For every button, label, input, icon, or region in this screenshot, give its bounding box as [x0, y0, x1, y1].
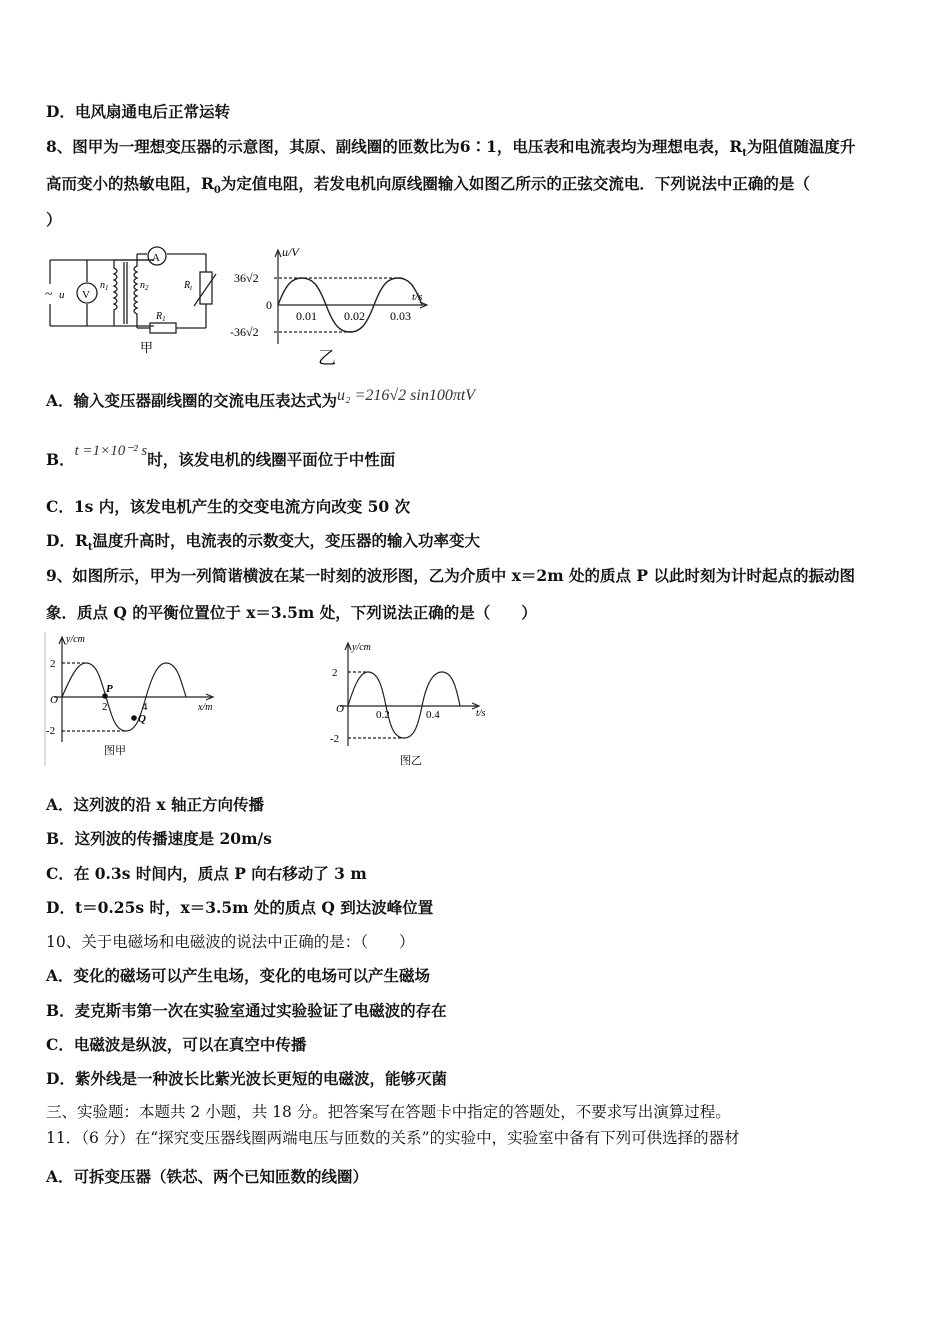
y-neg-tick: -36√2: [230, 325, 259, 339]
q9-option-d: D．t＝0.25s 时，x＝3.5m 处的质点 Q 到达波峰位置: [46, 898, 434, 917]
q8-option-c: C．1s 内，该发电机产生的交变电流方向改变 50 次: [46, 497, 411, 516]
r1-label: $R_1$: [156, 311, 166, 323]
vib-y-label: y/cm: [352, 642, 371, 653]
q11-stem: 11．（6 分）在“探究变压器线圈两端电压与匝数的关系”的实验中，实验室中备有下列可供选择的器材: [46, 1129, 740, 1147]
vib-x-tick-1: 0.2: [376, 709, 390, 721]
x-axis-label: t/s: [412, 291, 423, 303]
q8-option-b: B．t =1×10⁻² s时，该发电机的线圈平面位于中性面: [46, 443, 396, 469]
point-p-label: P: [106, 683, 113, 695]
figure-yi-caption: 乙: [318, 348, 336, 368]
n1-label: $n_1$: [100, 280, 109, 292]
q9-option-a: A．这列波的沿 x 轴正方向传播: [46, 795, 265, 814]
q8-option-a: A．输入变压器副线圈的交流电压表达式为u₂ =216√2 sin100πtV: [46, 387, 476, 410]
vib-x-label: t/s: [476, 708, 486, 719]
wave-y-label: y/cm: [66, 634, 85, 645]
vib-caption: 图乙: [400, 755, 422, 767]
q8-option-a-formula: u₂ =216√2 sin100πtV: [337, 387, 476, 404]
wave-x-tick-4: 4: [142, 701, 148, 713]
q10-option-d: D．紫外线是一种波长比紫光波长更短的电磁波，能够灭菌: [46, 1069, 447, 1088]
wave-caption: 图甲: [104, 745, 126, 757]
wave-origin: O: [50, 694, 58, 706]
source-u-label: u: [59, 289, 65, 301]
q9-stem-line2: 象．质点 Q 的平衡位置位于 x＝3.5m 处，下列说法正确的是（ ）: [46, 603, 537, 622]
ammeter-label: A: [152, 252, 160, 264]
x-tick-1: 0.01: [296, 309, 317, 323]
q9-wave-graph-figure: [44, 630, 234, 770]
point-q-label: Q: [138, 713, 146, 725]
q8-option-d: D．$R_t$温度升高时，电流表的示数变大，变压器的输入功率变大: [46, 531, 480, 554]
n2-label: $n_2$: [140, 280, 149, 292]
q8-stem-line1: 8、图甲为一理想变压器的示意图，其原、副线圈的匝数比为6∶1，电压表和电流表均为理想电表，$R_t$为阻值随温度升: [46, 137, 856, 160]
wave-y-pos: 2: [50, 658, 56, 670]
rt-label: $R_t$: [184, 280, 193, 292]
q8-option-b-formula: t =1×10⁻² s: [74, 443, 148, 459]
vib-y-pos: 2: [332, 667, 338, 679]
q8-stem-line3: ）: [46, 210, 62, 229]
q10-option-a: A．变化的磁场可以产生电场，变化的电场可以产生磁场: [46, 966, 431, 985]
q10-option-c: C．电磁波是纵波，可以在真空中传播: [46, 1035, 307, 1054]
q10-option-b: B．麦克斯韦第一次在实验室通过实验验证了电磁波的存在: [46, 1001, 447, 1020]
q9-option-c: C．在 0.3s 时间内，质点 P 向右移动了 3 m: [46, 864, 367, 883]
ac-source-symbol: ~: [45, 287, 53, 302]
wave-y-neg: -2: [46, 725, 56, 737]
q11-option-a: A．可拆变压器（铁芯、两个已知匝数的线圈）: [46, 1167, 369, 1186]
wave-x-tick-2: 2: [102, 701, 108, 713]
q9-stem-line1: 9、如图所示，甲为一列简谐横波在某一时刻的波形图，乙为介质中 x＝2m 处的质点 P 以此时刻为计时起点的振动图: [46, 566, 855, 585]
vib-y-neg: -2: [330, 733, 340, 745]
y-axis-label: u/V: [282, 245, 299, 259]
q8-stem-line2: 高而变小的热敏电阻，$R_0$为定值电阻，若发电机向原线圈输入如图乙所示的正弦交流电．下列说法中正确的是（: [46, 174, 810, 197]
vib-origin: O: [336, 703, 344, 715]
y-zero-tick: 0: [266, 298, 272, 312]
prev-option-d: D．电风扇通电后正常运转: [46, 102, 230, 121]
q10-stem: 10、关于电磁场和电磁波的说法中正确的是：（ ）: [46, 933, 415, 951]
y-pos-tick: 36√2: [234, 271, 259, 285]
wave-x-label: x/m: [198, 702, 213, 713]
q9-option-b: B．这列波的传播速度是 20m/s: [46, 829, 272, 848]
q9-vibration-graph-figure: [328, 636, 498, 771]
vib-x-tick-2: 0.4: [426, 709, 440, 721]
q8-transformer-circuit-figure: [44, 244, 224, 359]
x-tick-2: 0.02: [344, 309, 365, 323]
q8-voltage-graph-figure: [226, 244, 436, 369]
x-tick-3: 0.03: [390, 309, 411, 323]
voltmeter-label: V: [82, 289, 90, 301]
figure-jia-caption: 甲: [140, 340, 154, 355]
section-3-heading: 三、实验题：本题共 2 小题，共 18 分。把答案写在答题卡中指定的答题处，不要求写出演算过程。: [46, 1103, 731, 1121]
